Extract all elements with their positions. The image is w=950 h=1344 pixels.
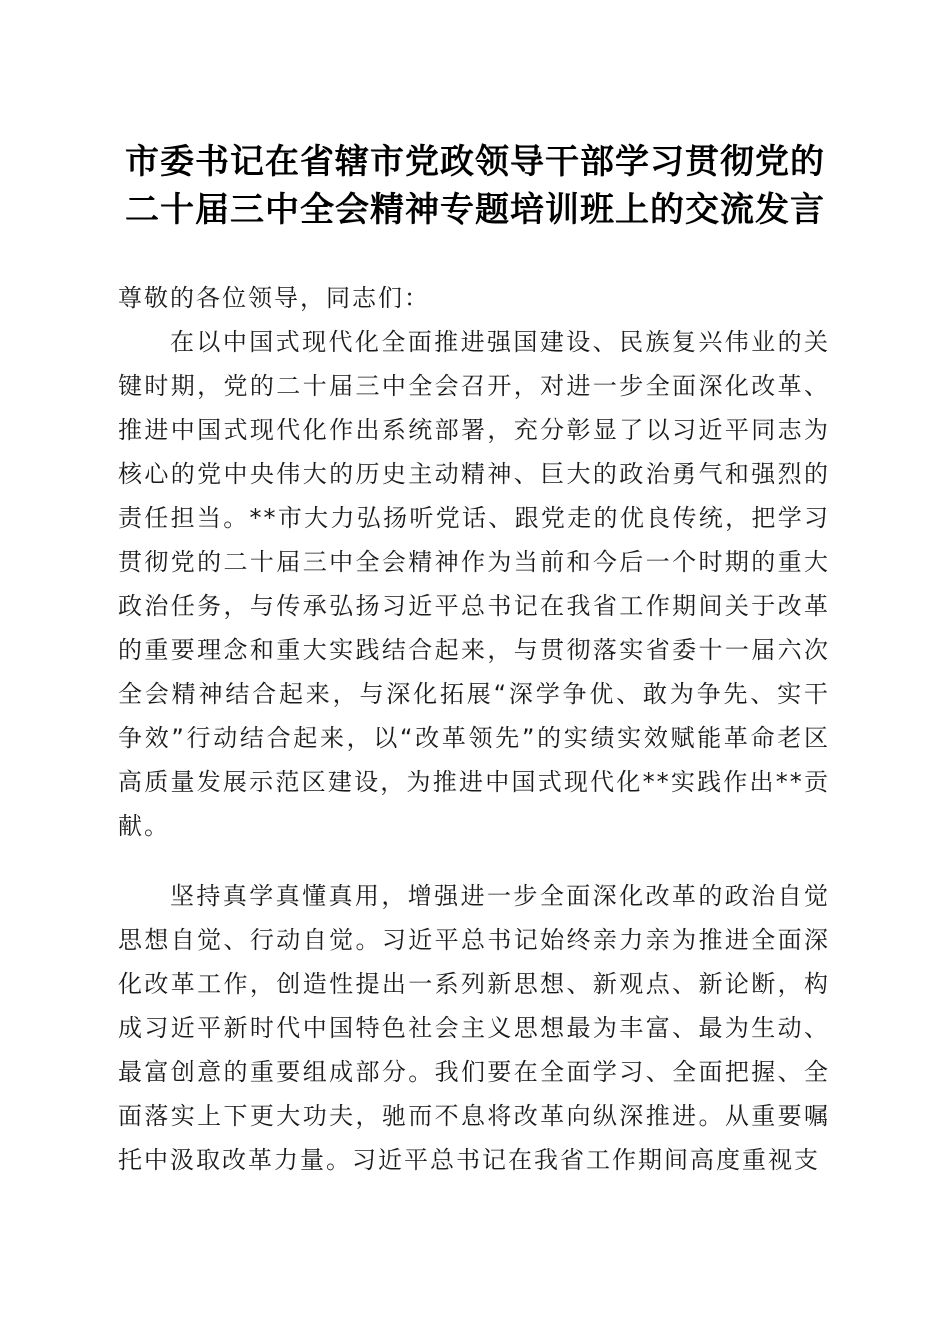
paragraph-2: 坚持真学真懂真用，增强进一步全面深化改革的政治自觉思想自觉、行动自觉。习近平总书记始终亲力亲为推进全面深化改革工作，创造性提出一系列新思想、新观点、新论断，构成习近平新时代中国特色社会主义思想最为丰富、最为生动、最富创意的重要组成部分。我们要在全面学习、全面把握、全面落实上下更大功夫，驰而不息将改革向纵深推进。从重要嘱托中汲取改革力量。习近平总书记在我省工作期间高度重视支 — [118, 882, 830, 1174]
paragraph-1: 在以中国式现代化全面推进强国建设、民族复兴伟业的关键时期，党的二十届三中全会召开，对进一步全面深化改革、推进中国式现代化作出系统部署，充分彰显了以习近平同志为核心的党中央伟大的历史主动精神、巨大的政治勇气和强烈的责任担当。**市大力弘扬听党话、跟党走的优良传统，把学习贯彻党的二十届三中全会精神作为当前和今后一个时期的重大政治任务，与传承弘扬习近平总书记在我省工作期间关于改革的重要理念和重大实践结合起来，与贯彻落实省委十一届六次全会精神结合起来，与深化拓展“深学争优、敢为争先、实干争效”行动结合起来，以“改革领先”的实绩实效赋能革命老区高质量发展示范区建设，为推进中国式现代化**实践作出**贡献。 — [118, 328, 830, 840]
salutation: 尊敬的各位领导，同志们： — [118, 284, 430, 312]
document-title — [100, 138, 850, 234]
title-line-1: 市委书记在省辖市党政领导干部学习贯彻党的 — [125, 142, 825, 182]
document-body — [118, 276, 830, 1182]
title-line-2: 二十届三中全会精神专题培训班上的交流发言 — [125, 190, 825, 230]
